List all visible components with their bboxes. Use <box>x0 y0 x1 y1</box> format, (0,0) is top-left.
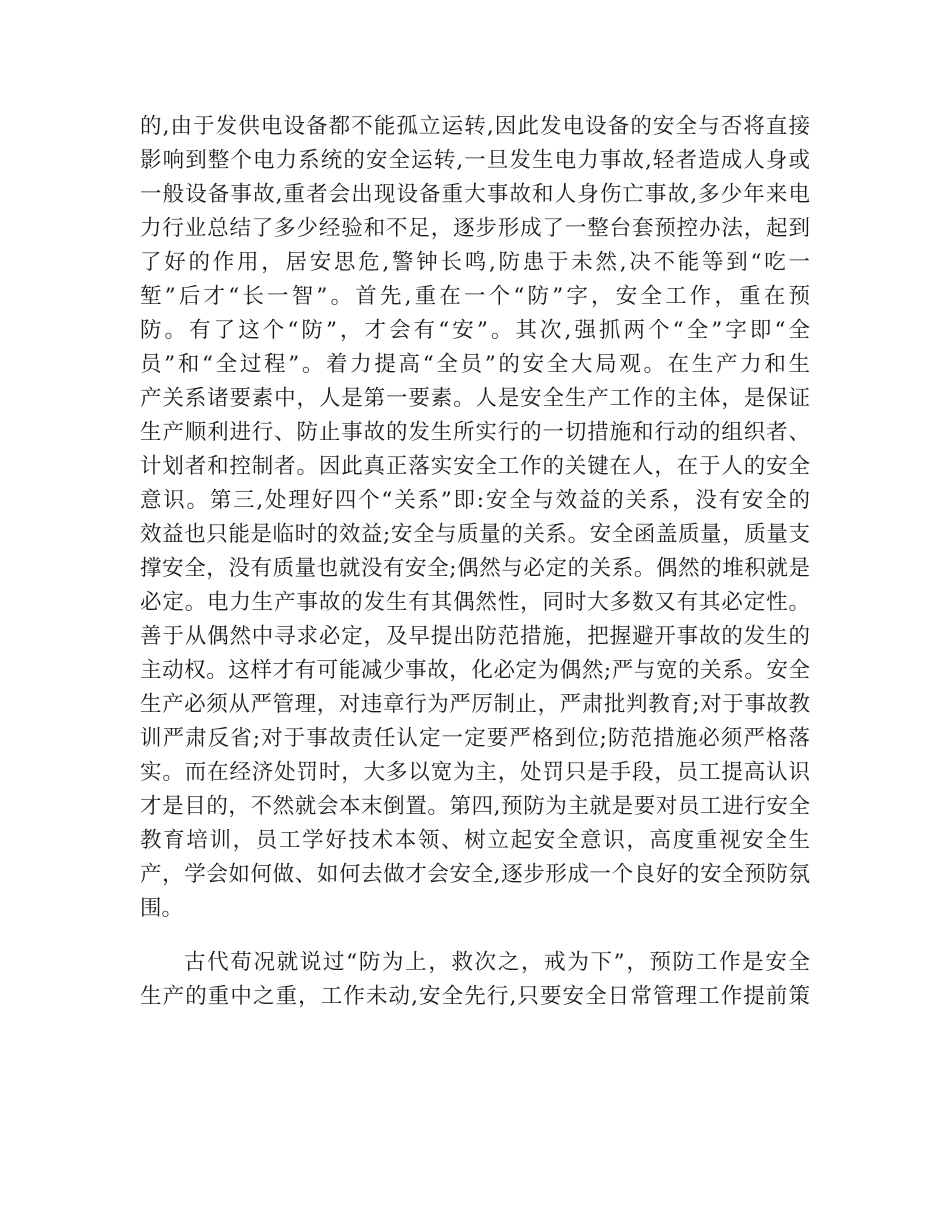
text-line: 产关系诸要素中，人是第一要素。人是安全生产工作的主体，是保证 <box>140 386 810 411</box>
text-line: 生产顺利进行、防止事故的发生所实行的一切措施和行动的组织者、 <box>140 420 810 445</box>
text-line: 古代荀况就说过“防为上，救次之，戒为下”，预防工作是安全 <box>184 950 810 975</box>
text-line: 力行业总结了多少经验和不足，逐步形成了一整台套预控办法，起到 <box>140 216 810 241</box>
text-line: 影响到整个电力系统的安全运转,一旦发生电力事故,轻者造成人身或 <box>140 148 810 173</box>
paragraph <box>140 946 810 1014</box>
text-line: 防。有了这个“防”，才会有“安”。其次,强抓两个“全”字即“全 <box>140 318 810 343</box>
text-line: 围。 <box>140 896 184 921</box>
text-line: 意识。第三,处理好四个“关系”即:安全与效益的关系，没有安全的 <box>140 488 810 513</box>
text-line: 撑安全，没有质量也就没有安全;偶然与必定的关系。偶然的堆积就是 <box>140 556 810 581</box>
text-line: 的,由于发供电设备都不能孤立运转,因此发电设备的安全与否将直接 <box>140 114 810 139</box>
text-line: 员”和“全过程”。着力提高“全员”的安全大局观。在生产力和生 <box>140 352 810 377</box>
text-line: 产，学会如何做、如何去做才会安全,逐步形成一个良好的安全预防氛 <box>140 862 810 887</box>
text-line: 一般设备事故,重者会出现设备重大事故和人身伤亡事故,多少年来电 <box>140 182 810 207</box>
paragraph <box>140 110 810 926</box>
text-line: 了好的作用，居安思危,警钟长鸣,防患于未然,决不能等到“吃一 <box>140 250 810 275</box>
text-line: 主动权。这样才有可能减少事故，化必定为偶然;严与宽的关系。安全 <box>140 658 810 683</box>
text-line: 堑”后才“长一智”。首先,重在一个“防”字，安全工作，重在预 <box>140 284 810 309</box>
text-line: 必定。电力生产事故的发生有其偶然性，同时大多数又有其必定性。 <box>140 590 810 615</box>
document-body <box>140 110 810 1014</box>
text-line: 才是目的，不然就会本末倒置。第四,预防为主就是要对员工进行安全 <box>140 794 810 819</box>
text-line: 生产必须从严管理，对违章行为严厉制止，严肃批判教育;对于事故教 <box>140 692 810 717</box>
text-line: 教育培训，员工学好技术本领、树立起安全意识，高度重视安全生 <box>140 828 810 853</box>
text-line: 实。而在经济处罚时，大多以宽为主，处罚只是手段，员工提高认识 <box>140 760 810 785</box>
text-line: 效益也只能是临时的效益;安全与质量的关系。安全函盖质量，质量支 <box>140 522 810 547</box>
text-line: 计划者和控制者。因此真正落实安全工作的关键在人，在于人的安全 <box>140 454 810 479</box>
text-line: 训严肃反省;对于事故责任认定一定要严格到位;防范措施必须严格落 <box>140 726 810 751</box>
text-line: 生产的重中之重，工作未动,安全先行,只要安全日常管理工作提前策 <box>140 984 810 1009</box>
text-line: 善于从偶然中寻求必定，及早提出防范措施，把握避开事故的发生的 <box>140 624 810 649</box>
